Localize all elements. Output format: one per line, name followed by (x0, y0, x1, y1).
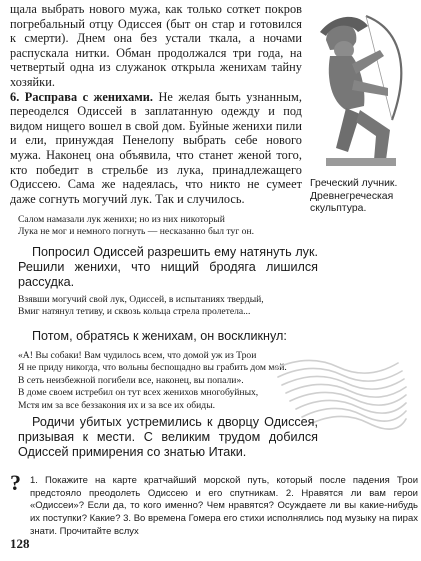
verse-line: Лука не мог и немного погнуть — несказанно был туг он. (18, 226, 255, 238)
narrative-paragraph: Потом, обратясь к женихам, он воскликнул: (32, 329, 287, 343)
verse-block-2 (18, 294, 318, 319)
question-mark-icon: ? (10, 470, 21, 495)
main-text-block (10, 2, 302, 206)
section-text: Не желая быть узнанным, переоделся Одиссей в заплатанную одежду и под видом нищего вошел в свой дом. Буйные женихи пили и ели, принуждая Пенелопу выбрать себе нового мужа. Наконец она объявила, что станет женой того, кто победит в стрельбе из лука, принадлежащего Одиссею. Сама же надеялась, что никто не сумеет даже согнуть могучий лук. Так и случилось. (10, 89, 303, 206)
verse-line: В доме своем истребил он тут всех женихов многобуйных, (18, 387, 259, 399)
section-heading: 6. Расправа с женихами. (10, 89, 154, 104)
greek-archer-sculpture-icon (306, 10, 414, 170)
verse-line: В сеть неизбежной погибели все, наконец, вы попали». (18, 374, 244, 386)
verse-line: Вмиг натянул тетиву, и сквозь кольца стрела пролетела... (18, 306, 251, 318)
verse-line: Салом намазали лук женихи; но из них никоторый (18, 214, 225, 225)
narrative-paragraph: Родичи убитых устремились к дворцу Одиссея, призывая к мести. С великим трудом добился Одиссей примирения со знатью Итаки. (18, 415, 318, 460)
verse-line: Взявши могучий свой лук, Одиссей, в испытаниях твердый, (18, 294, 264, 305)
verse-block-1 (18, 214, 318, 239)
verse-line: «А! Вы собаки! Вам чудилось всем, что домой уж из Трои (18, 350, 257, 361)
narrative-block-1 (18, 245, 318, 291)
verse-line: Мстя им за все беззакония их и за все их обиды. (18, 399, 216, 411)
narrative-paragraph: Попросил Одиссей разрешить ему натянуть лук. Решили женихи, что нищий бродяга лишился рассудка. (18, 245, 318, 290)
figure-caption: Греческий лучник. Древнегреческая скульптура. (310, 178, 398, 215)
narrative-block-3 (18, 415, 318, 461)
paragraph-section-6 (10, 90, 302, 207)
page-number: 128 (10, 536, 30, 551)
verse-line: Я не приду никогда, что вольны беспощадно вы грабить дом мой. (18, 362, 287, 374)
questions-block: 1. Покажите на карте кратчайший морской путь, который после падения Трои предстояло преодолеть Одиссею и его спутникам. 2. Нравятся ли вам герои «Одиссеи»? Если да, то кого именно? Чем нравятся? Осуждаете ли вы какие-нибудь их поступки? Какие? 3. Во времена Гомера его стихи исполнялись под музыку на пирах знати. Прочитайте вслух (30, 475, 418, 537)
paragraph-intro: щала выбрать нового мужа, как только соткет покров погребальный отцу Одиссея (быт он стар и готовился к смерти). Днем она без устали ткала, а ночами распускала нитки. Обман продолжался три года, на четвертый одна из служанок открыла женихам тайну хозяйки. (10, 2, 302, 89)
